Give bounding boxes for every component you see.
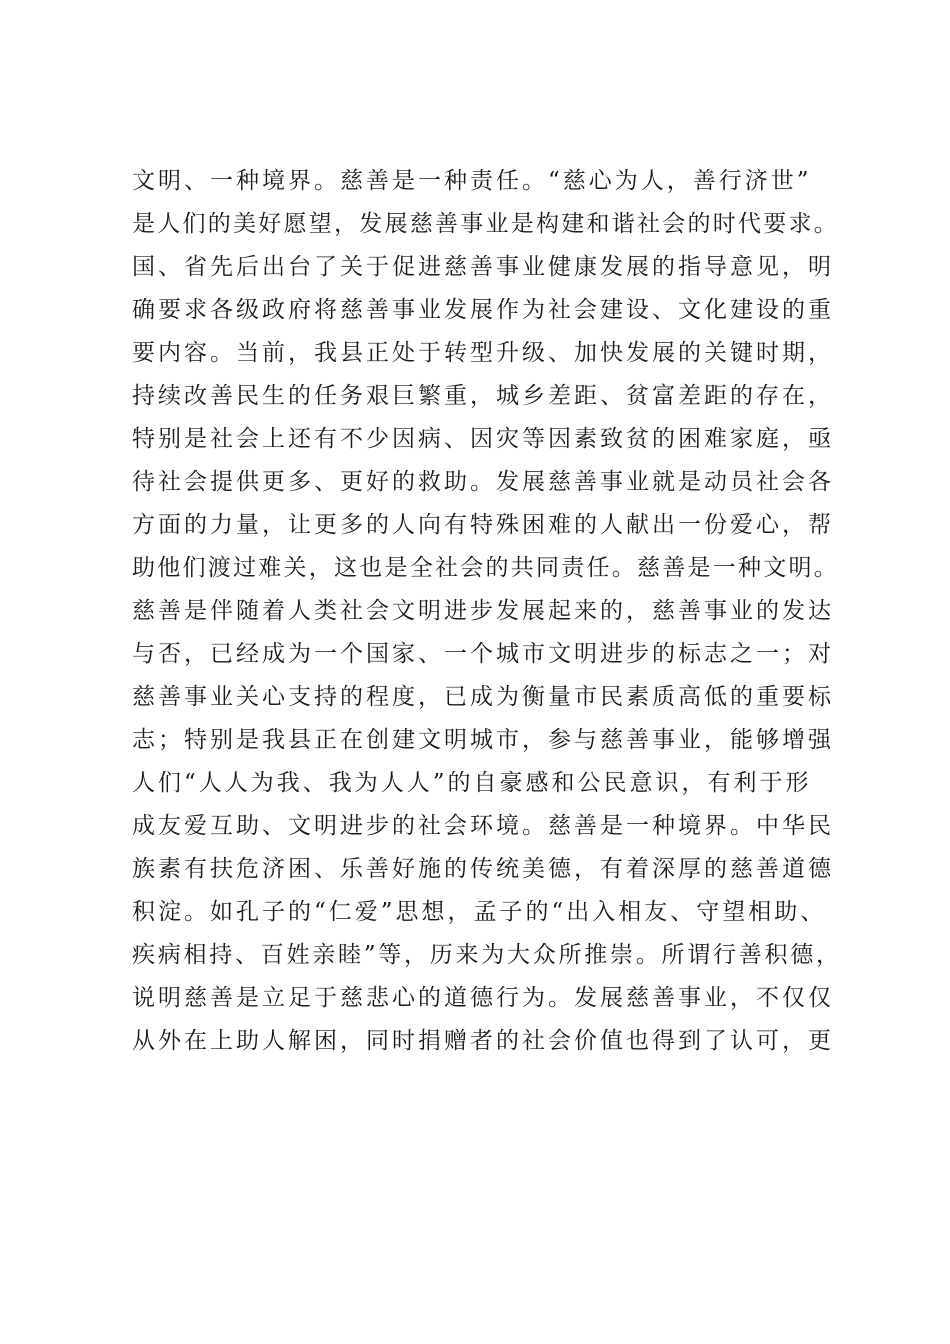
text-line: 待社会提供更多、更好的救助。发展慈善事业就是动员社会各 bbox=[132, 469, 834, 495]
text-line: 是人们的美好愿望，发展慈善事业是构建和谐社会的时代要求。 bbox=[132, 211, 839, 237]
text-line: 慈善是伴随着人类社会文明进步发展起来的，慈善事业的发达 bbox=[132, 598, 834, 624]
body-text bbox=[132, 160, 842, 1063]
text-line: 文明、一种境界。慈善是一种责任。“慈心为人，善行济世” bbox=[132, 168, 812, 194]
text-line: 助他们渡过难关，这也是全社会的共同责任。慈善是一种文明。 bbox=[132, 555, 839, 581]
text-line: 方面的力量，让更多的人向有特殊困难的人献出一份爱心，帮 bbox=[132, 512, 834, 538]
text-line: 持续改善民生的任务艰巨繁重，城乡差距、贫富差距的存在， bbox=[132, 383, 834, 409]
text-line: 慈善事业关心支持的程度，已成为衡量市民素质高低的重要标 bbox=[132, 684, 834, 710]
text-line: 国、省先后出台了关于促进慈善事业健康发展的指导意见，明 bbox=[132, 254, 834, 280]
text-line: 人们“人人为我、我为人人”的自豪感和公民意识，有利于形 bbox=[132, 770, 812, 796]
text-line: 与否，已经成为一个国家、一个城市文明进步的标志之一；对 bbox=[132, 641, 834, 667]
text-line: 族素有扶危济困、乐善好施的传统美德，有着深厚的慈善道德 bbox=[132, 856, 834, 882]
text-line: 从外在上助人解困，同时捐赠者的社会价值也得到了认可，更 bbox=[132, 1028, 834, 1054]
text-line: 志；特别是我县正在创建文明城市，参与慈善事业，能够增强 bbox=[132, 727, 834, 753]
text-line: 要内容。当前，我县正处于转型升级、加快发展的关键时期， bbox=[132, 340, 834, 366]
text-line: 积淀。如孔子的“仁爱”思想，孟子的“出入相友、守望相助、 bbox=[132, 899, 827, 925]
text-line: 确要求各级政府将慈善事业发展作为社会建设、文化建设的重 bbox=[132, 297, 834, 323]
text-line: 成友爱互助、文明进步的社会环境。慈善是一种境界。中华民 bbox=[132, 813, 834, 839]
text-line: 特别是社会上还有不少因病、因灾等因素致贫的困难家庭，亟 bbox=[132, 426, 834, 452]
text-line: 疾病相持、百姓亲睦”等，历来为大众所推崇。所谓行善积德， bbox=[132, 942, 842, 968]
text-line: 说明慈善是立足于慈悲心的道德行为。发展慈善事业，不仅仅 bbox=[132, 985, 834, 1011]
